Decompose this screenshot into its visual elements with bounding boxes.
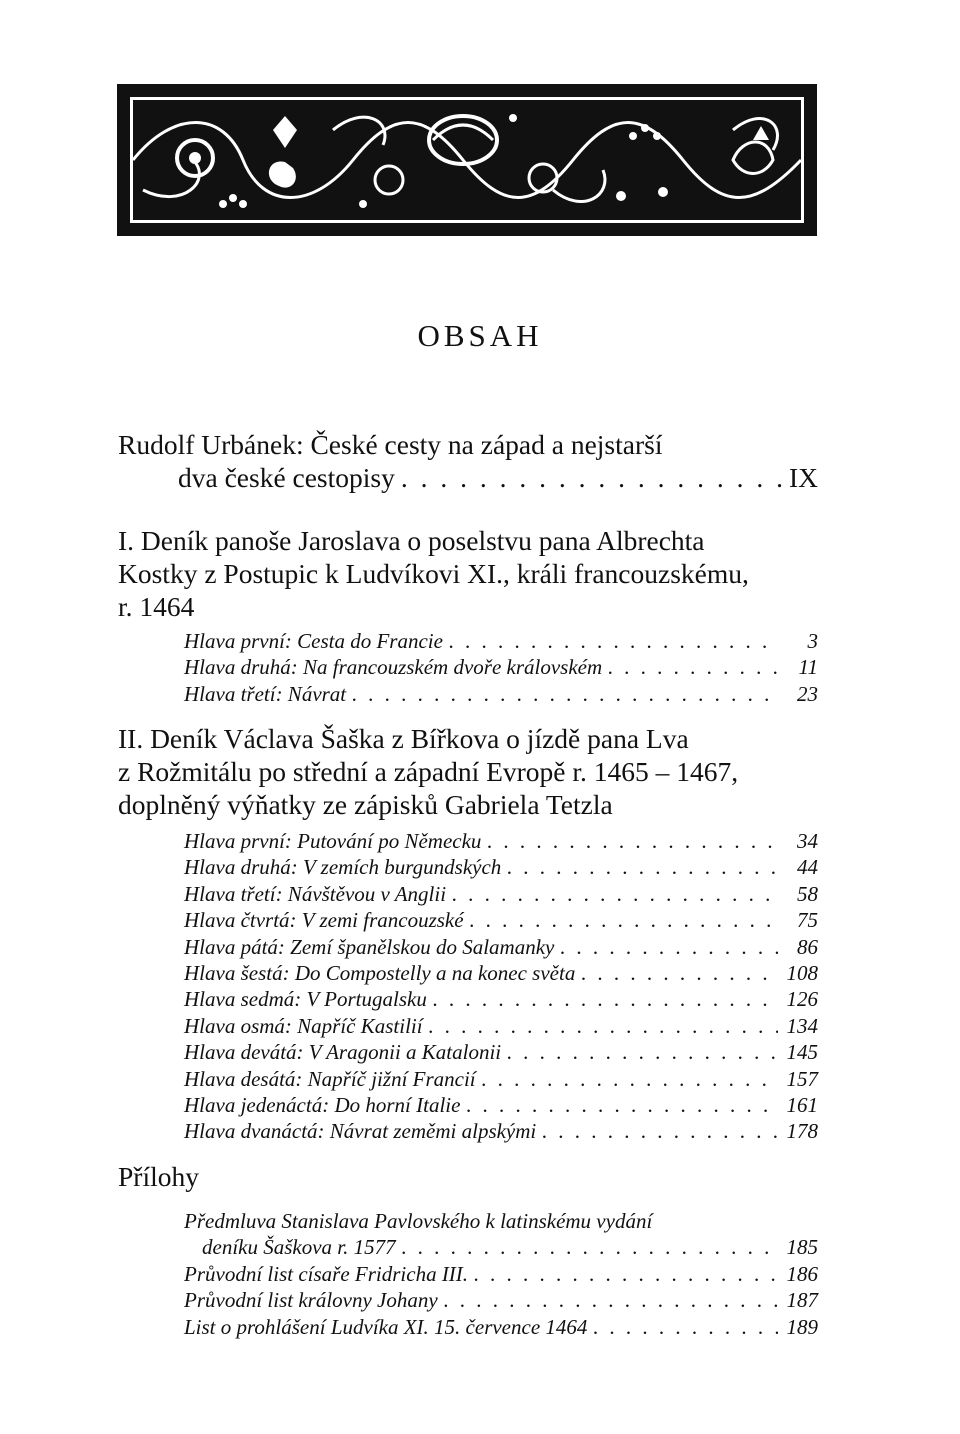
toc-entry: Hlava čtvrtá: V zemi francouzské . . . 75 xyxy=(184,907,818,933)
toc-entry: deníku Šaškova r. 1577 . . . 185 xyxy=(184,1234,818,1260)
appendix-list xyxy=(184,1208,818,1340)
toc-entry: Průvodní list královny Johany . . . 187 xyxy=(184,1287,818,1313)
intro-text-1: Rudolf Urbánek: České cesty na západ a nejstarší xyxy=(118,429,663,460)
toc-entry: Hlava osmá: Napříč Kastilií . . . 134 xyxy=(184,1013,818,1039)
part-2-heading xyxy=(118,722,818,821)
toc-entry: Hlava druhá: Na francouzském dvoře královském . . . 11 xyxy=(184,654,818,680)
toc-entry: Hlava druhá: V zemích burgundských . . . 44 xyxy=(184,854,818,880)
part-1-line-3: r. 1464 xyxy=(118,591,195,622)
decorative-ornament-banner xyxy=(117,84,817,236)
toc-entry: Průvodní list císaře Fridricha III. . . . 186 xyxy=(184,1261,818,1287)
toc-entry: Hlava třetí: Návštěvou v Anglii . . . 58 xyxy=(184,881,818,907)
toc-entry: List o prohlášení Ludvíka XI. 15. července 1464 . . . 189 xyxy=(184,1314,818,1340)
part-1-line-2: Kostky z Postupic k Ludvíkovi XI., králi francouzskému, xyxy=(118,558,749,589)
toc-entry: Hlava sedmá: V Portugalsku . . . 126 xyxy=(184,986,818,1012)
part-2-chapter-list xyxy=(184,828,818,1145)
page-title: OBSAH xyxy=(417,318,543,353)
toc-entry: Hlava devátá: V Aragonii a Katalonii . . . 145 xyxy=(184,1039,818,1065)
intro-line-2 xyxy=(118,461,818,494)
toc-entry: Hlava dvanáctá: Návrat zeměmi alpskými . . . 178 xyxy=(184,1118,818,1144)
intro-line-1 xyxy=(118,428,818,461)
toc-entry: Hlava třetí: Návrat . . . 23 xyxy=(184,681,818,707)
intro-entry xyxy=(118,428,818,494)
dot-leader xyxy=(401,461,783,494)
floral-ornament-icon xyxy=(133,100,801,220)
intro-page: IX xyxy=(788,462,818,493)
part-2-line-1: II. Deník Václava Šaška z Bířkova o jízdě pana Lva xyxy=(118,723,689,754)
part-2-line-3: doplněný výňatky ze zápisků Gabriela Tetzla xyxy=(118,789,613,820)
toc-entry: Předmluva Stanislava Pavlovského k latinskému vydání xyxy=(184,1209,653,1233)
toc-entry: Hlava desátá: Napříč jižní Francií . . . 157 xyxy=(184,1066,818,1092)
part-1-chapter-list xyxy=(184,628,818,707)
toc-entry: Hlava první: Putování po Německu . . . 34 xyxy=(184,828,818,854)
intro-text-2: dva české cestopisy xyxy=(178,462,395,493)
part-2-line-2: z Rožmitálu po střední a západní Evropě r. 1465 – 1467, xyxy=(118,756,739,787)
toc-entry: Hlava jedenáctá: Do horní Italie . . . 161 xyxy=(184,1092,818,1118)
appendix-heading: Přílohy xyxy=(118,1161,199,1192)
toc-entry: Hlava pátá: Zemí španělskou do Salamanky . . . 86 xyxy=(184,934,818,960)
toc-entry: Hlava první: Cesta do Francie . . . 3 xyxy=(184,628,818,654)
toc-entry: Hlava šestá: Do Compostelly a na konec světa . . . 108 xyxy=(184,960,818,986)
part-1-line-1: I. Deník panoše Jaroslava o poselstvu pana Albrechta xyxy=(118,525,705,556)
part-1-heading xyxy=(118,524,818,623)
